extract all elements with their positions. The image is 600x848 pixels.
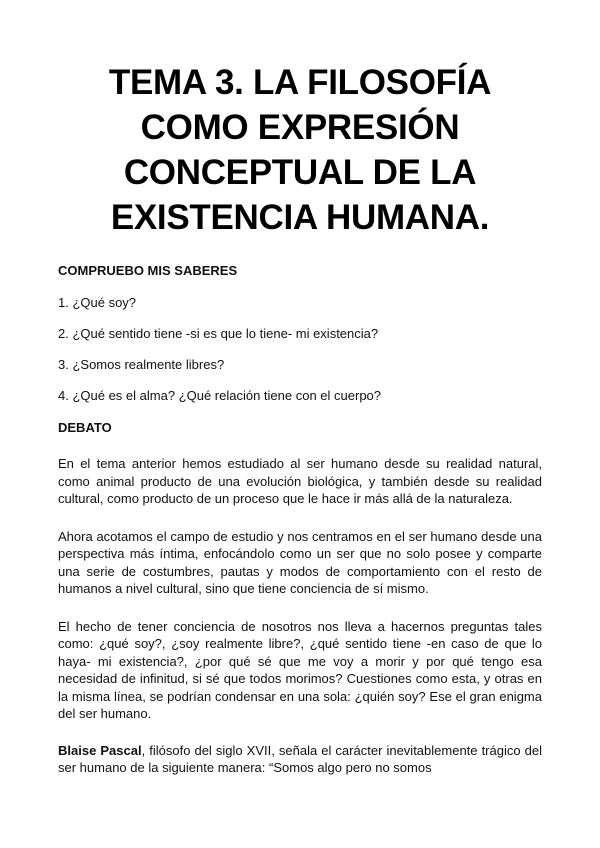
- question-item: 4. ¿Qué es el alma? ¿Qué relación tiene con el cuerpo?: [58, 388, 382, 403]
- debate-paragraph: El hecho de tener conciencia de nosotros nos lleva a hacernos preguntas tales como: ¿qué soy?, ¿soy realmente libre?, ¿qué sentido tiene -en caso de que lo haya- mi existencia?, ¿por qué sé que me voy a morir y por qué tengo esa necesidad de infinitud, si sé que todos morimos? Cuestiones como esta, y otras en la misma línea, se podrían condensar en una sola: ¿quién soy? Ese el gran enigma del ser humano.: [58, 618, 542, 721]
- question-list: [58, 294, 542, 405]
- compruebo-heading: COMPRUEBO MIS SABERES: [58, 263, 238, 278]
- page-title: [58, 0, 542, 240]
- pascal-text: , filósofo del siglo XVII, señala el carácter inevitablemente trágico del ser humano de la siguiente manera: “Somos algo pero no somos: [58, 742, 542, 775]
- title-line: TEMA 3. LA FILOSOFÍA: [108, 63, 492, 102]
- title-line: EXISTENCIA HUMANA.: [110, 198, 490, 237]
- title-line: CONCEPTUAL DE LA: [123, 153, 477, 192]
- debate-heading: DEBATO: [58, 420, 112, 435]
- question-item: 3. ¿Somos realmente libres?: [58, 357, 225, 372]
- question-item: 1. ¿Qué soy?: [58, 295, 137, 310]
- debate-paragraph: Ahora acotamos el campo de estudio y nos centramos en el ser humano desde una perspectiva más íntima, enfocándolo como un ser que no solo posee y comparte una serie de costumbres, pautas y modos de comportamiento con el resto de humanos a nivel cultural, sino que tiene conciencia de sí mismo.: [58, 528, 542, 596]
- pascal-paragraph: [58, 742, 542, 777]
- title-line: COMO EXPRESIÓN: [140, 108, 460, 147]
- question-item: 2. ¿Qué sentido tiene -si es que lo tiene- mi existencia?: [58, 326, 379, 341]
- pascal-name: Blaise Pascal: [58, 742, 142, 758]
- debate-paragraph: En el tema anterior hemos estudiado al ser humano desde su realidad natural, como animal producto de una evolución biológica, y también desde su realidad cultural, como producto de un proceso que le hace ir más allá de la naturaleza.: [58, 456, 542, 506]
